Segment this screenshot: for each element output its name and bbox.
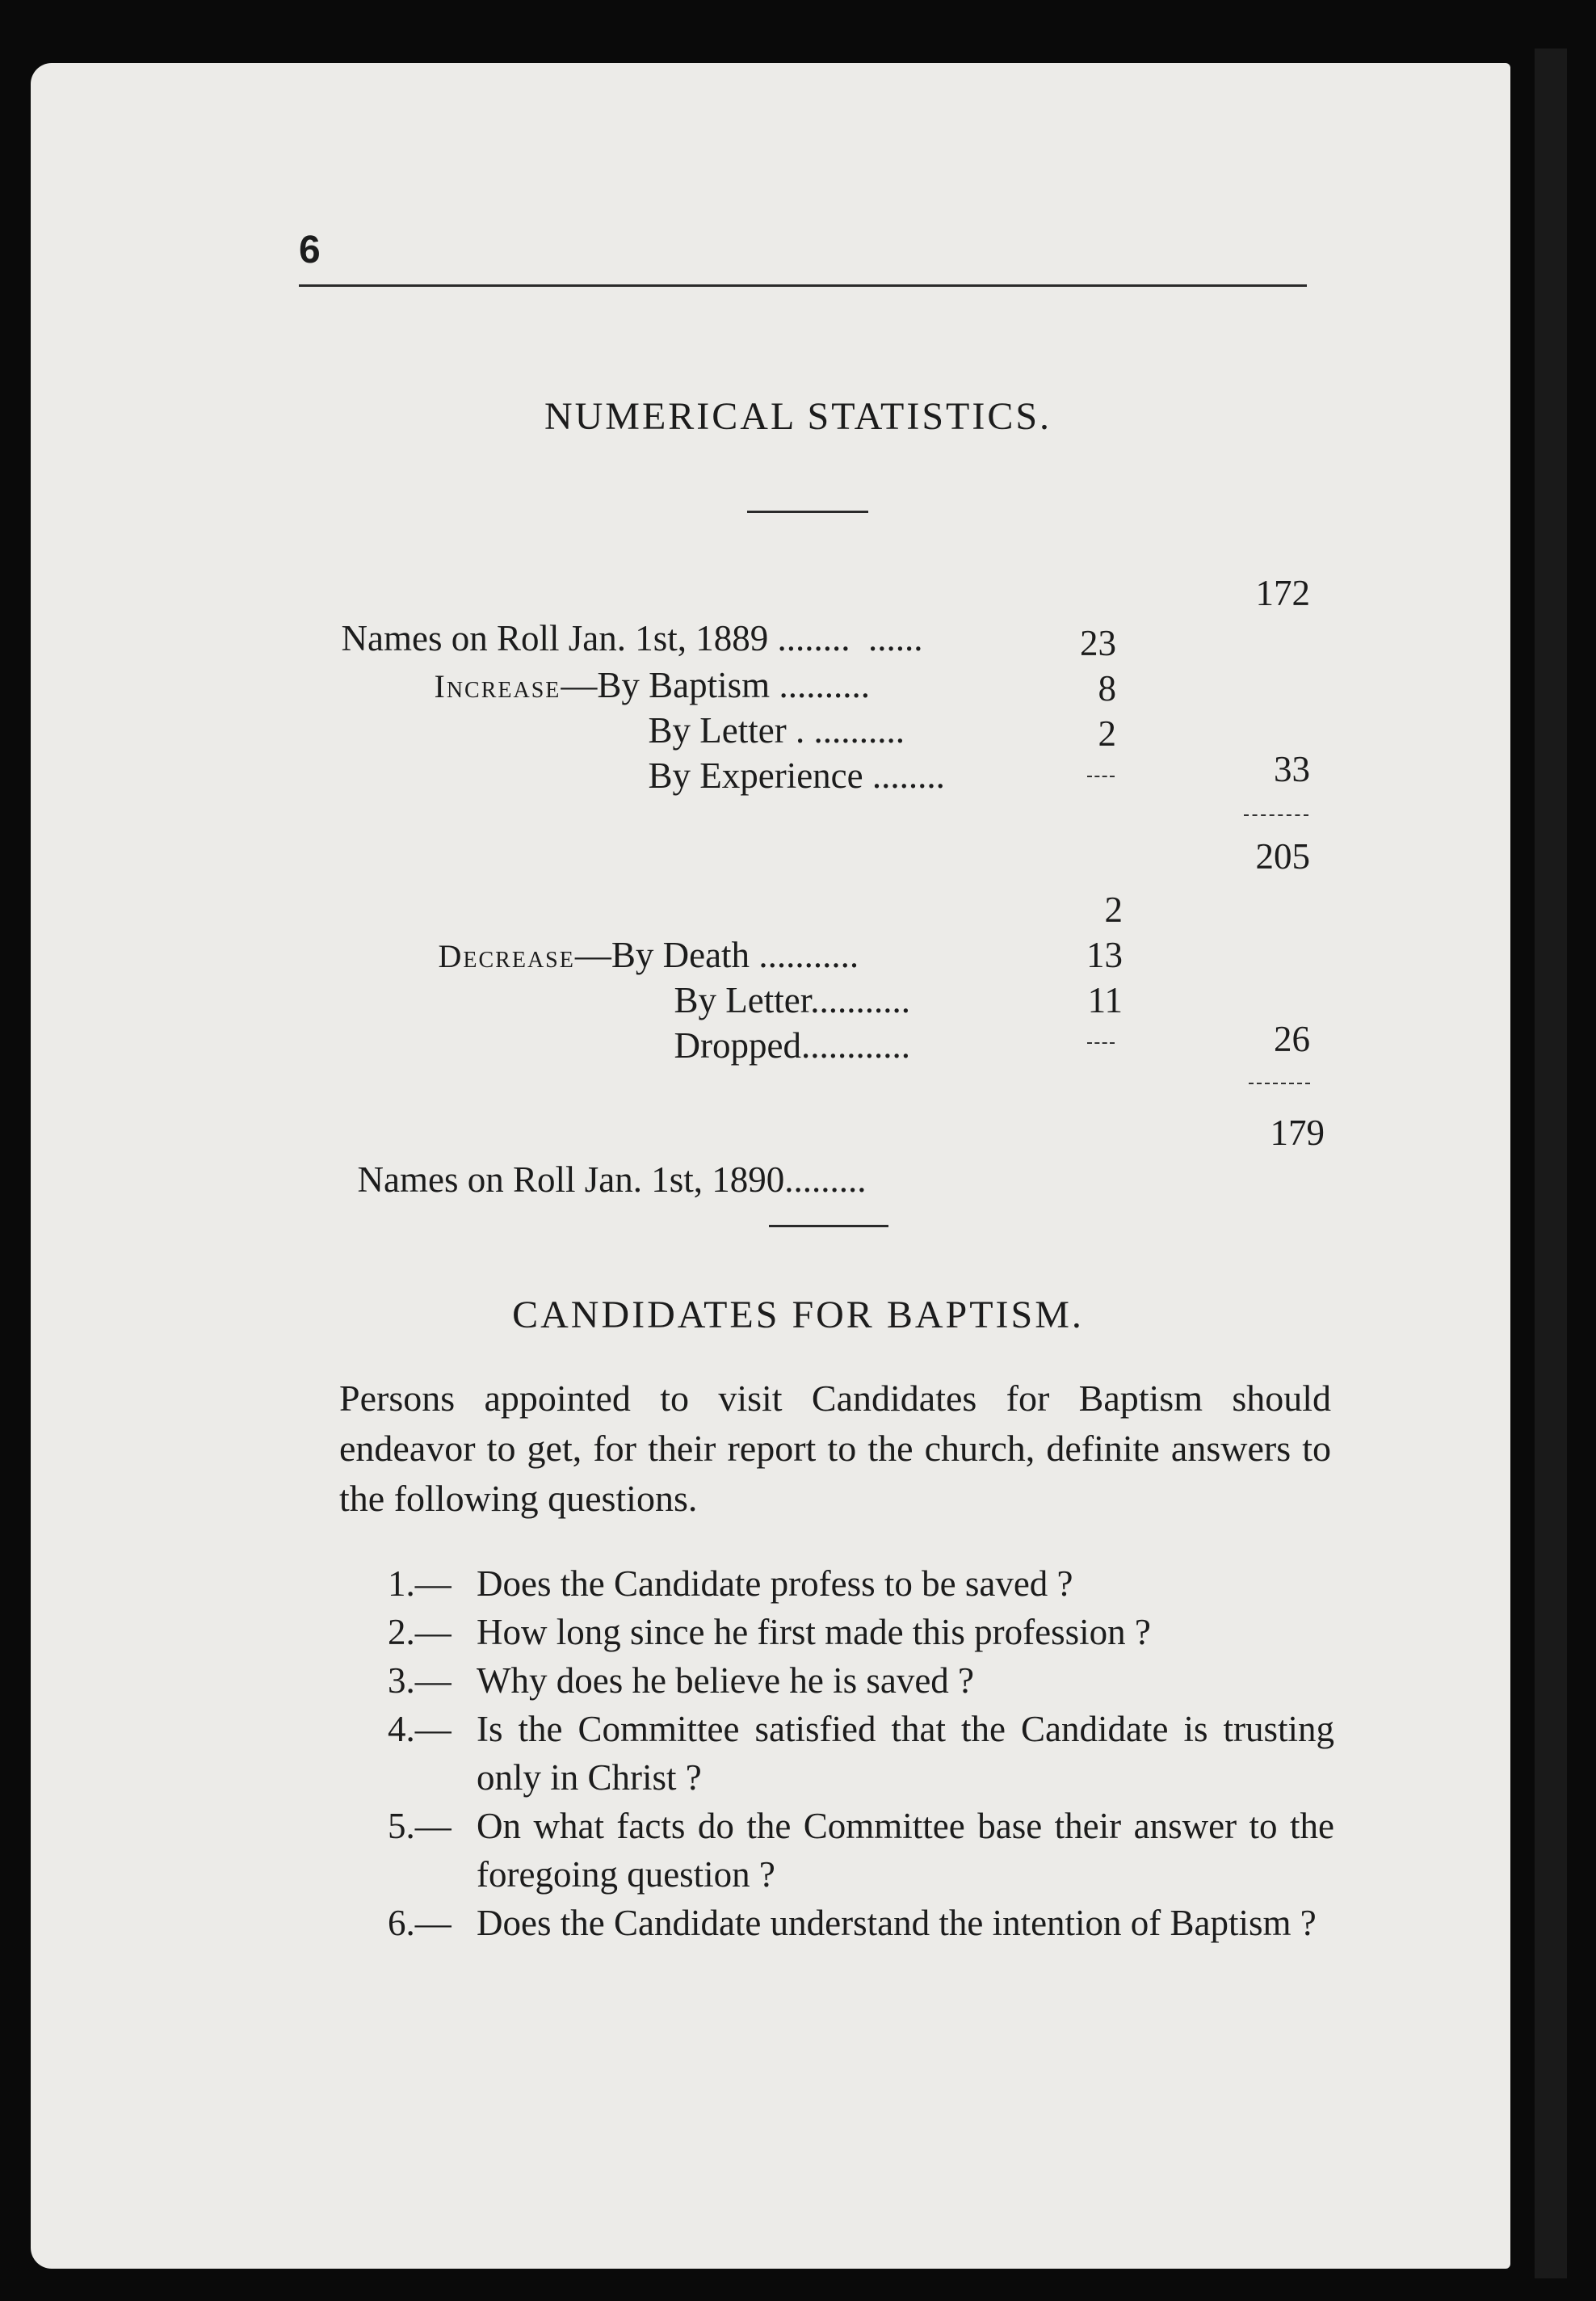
decrease-item-value: 13 xyxy=(1086,935,1123,975)
page-number: 6 xyxy=(299,229,321,271)
roll-1890-label: Names on Roll Jan. 1st, 1890 xyxy=(357,1159,785,1200)
question-text: Why does he believe he is saved ? xyxy=(477,1660,975,1701)
decrease-item-value: 2 xyxy=(1104,890,1123,930)
increase-item-value: 2 xyxy=(1098,713,1116,754)
leader-dots: . .......... xyxy=(786,710,905,751)
increase-item-label: By Experience xyxy=(648,755,863,796)
candidates-title: CANDIDATES FOR BAPTISM. xyxy=(512,1294,1084,1336)
decrease-item-label: Dropped xyxy=(674,1025,801,1066)
statistics-title: NUMERICAL STATISTICS. xyxy=(544,395,1052,438)
decrease-item-label: —By Death xyxy=(574,935,750,975)
intro-paragraph: Persons appointed to visit Candidates for Baptism should endeavor to get, for their report to the church, definite answers to the following questions. xyxy=(339,1378,1331,1519)
question-number: 5.— xyxy=(388,1806,452,1846)
sum-rule xyxy=(1244,814,1308,816)
question-item xyxy=(388,1802,1334,1899)
leader-dots: ........... xyxy=(810,980,910,1020)
question-number: 3.— xyxy=(388,1660,452,1701)
question-item xyxy=(388,1656,1334,1705)
increase-item-label: —By Baptism xyxy=(561,665,771,705)
question-text: Does the Candidate profess to be saved ? xyxy=(477,1563,1073,1604)
decrease-item-label: By Letter xyxy=(674,980,811,1020)
question-item xyxy=(388,1899,1334,1947)
leader-dots: .......... xyxy=(770,665,870,705)
leader-dots: ........... xyxy=(750,935,859,975)
question-item xyxy=(388,1705,1334,1802)
question-number: 1.— xyxy=(388,1563,452,1604)
question-text: Is the Committee satisfied that the Candidate is trusting only in Christ ? xyxy=(477,1709,1334,1798)
leader-dots: ............ xyxy=(800,1025,910,1066)
question-text: On what facts do the Committee base their answer to the foregoing question ? xyxy=(477,1806,1334,1895)
sum-rule xyxy=(1087,776,1115,777)
roll-1890-value: 179 xyxy=(1270,1113,1325,1153)
leader-dots: ........ xyxy=(863,755,945,796)
increase-label: Increase xyxy=(434,668,561,705)
question-number: 4.— xyxy=(388,1709,452,1749)
decrease-label: Decrease xyxy=(438,938,575,974)
roll-1890-row xyxy=(339,1117,866,1201)
decrease-item-value: 11 xyxy=(1087,980,1123,1020)
leader-dots: ........ ...... xyxy=(768,618,923,658)
increase-item-value: 8 xyxy=(1098,668,1116,709)
leader-dots: ......... xyxy=(784,1159,867,1200)
question-number: 2.— xyxy=(388,1612,452,1652)
title-separator xyxy=(747,511,868,513)
subtotal-value: 205 xyxy=(1255,836,1310,877)
question-text: How long since he first made this profession ? xyxy=(477,1612,1151,1652)
header-rule xyxy=(299,284,1307,287)
sum-rule xyxy=(1087,1042,1115,1044)
sum-rule xyxy=(1249,1083,1310,1084)
question-item xyxy=(388,1559,1334,1608)
decrease-total: 26 xyxy=(1274,1019,1310,1059)
increase-total: 33 xyxy=(1274,749,1310,789)
section-separator xyxy=(769,1225,888,1227)
roll-1889-label: Names on Roll Jan. 1st, 1889 xyxy=(341,618,769,658)
increase-row-3 xyxy=(630,713,945,797)
question-number: 6.— xyxy=(388,1903,452,1943)
increase-item-label: By Letter xyxy=(648,710,787,751)
increase-item-value: 23 xyxy=(1080,623,1116,663)
book-spine xyxy=(1535,48,1567,2278)
question-text: Does the Candidate understand the intention of Baptism ? xyxy=(477,1903,1317,1943)
roll-1889-value: 172 xyxy=(1255,573,1310,613)
decrease-row-3 xyxy=(656,982,910,1066)
question-item xyxy=(388,1608,1334,1656)
